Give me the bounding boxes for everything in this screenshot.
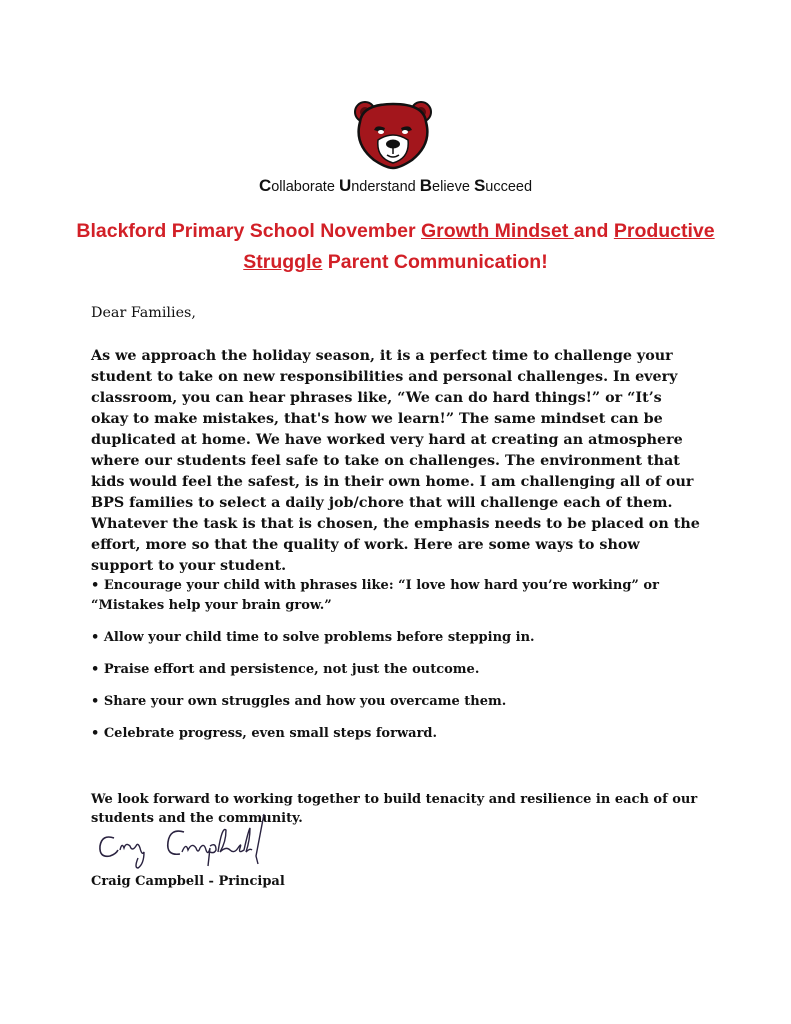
support-tips-list xyxy=(91,576,701,756)
productive-struggle-underline: Productive Struggle xyxy=(243,220,715,273)
closing-paragraph: We look forward to working together to build tenacity and resilience in each of our students and the community. xyxy=(91,792,698,826)
school-motto: Collaborate Understand Believe Succeed xyxy=(258,176,533,195)
growth-mindset-underline: Growth Mindset xyxy=(421,220,574,242)
list-item: • Celebrate progress, even small steps forward. xyxy=(91,726,438,741)
salutation: Dear Families, xyxy=(91,305,196,321)
signer-name: Craig Campbell - Principal xyxy=(91,874,285,889)
page-title: Blackford Primary School November Growth Mindset and Productive Struggle Parent Communication! xyxy=(76,220,715,273)
body-paragraph: As we approach the holiday season, it is a perfect time to challenge your student to take on new responsibilities and personal challenges. In every classroom, you can hear phrases like, “We can do hard things!” or “It’s okay to make mistakes, that's how we learn!” The same mindset can be duplicated at home. We have worked very hard at creating an atmosphere where our students feel safe to take on challenges. The environment that kids would feel the safest, is in their own home. I am challenging all of our BPS families to select a daily job/chore that will challenge each of them. Whatever the task is that is chosen, the emphasis needs to be placed on the effort, more so that the quality of work. Here are some ways to show support to your student. xyxy=(91,348,700,574)
bear-mascot-icon xyxy=(352,100,434,170)
list-item: • Encourage your child with phrases like: “I love how hard you’re working” or “Mistakes help your brain grow.” xyxy=(91,578,659,613)
list-item: • Praise effort and persistence, not just the outcome. xyxy=(91,662,480,677)
list-item: • Share your own struggles and how you overcame them. xyxy=(91,694,507,709)
list-item: • Allow your child time to solve problems before stepping in. xyxy=(91,630,535,645)
handwritten-signature xyxy=(92,812,272,872)
